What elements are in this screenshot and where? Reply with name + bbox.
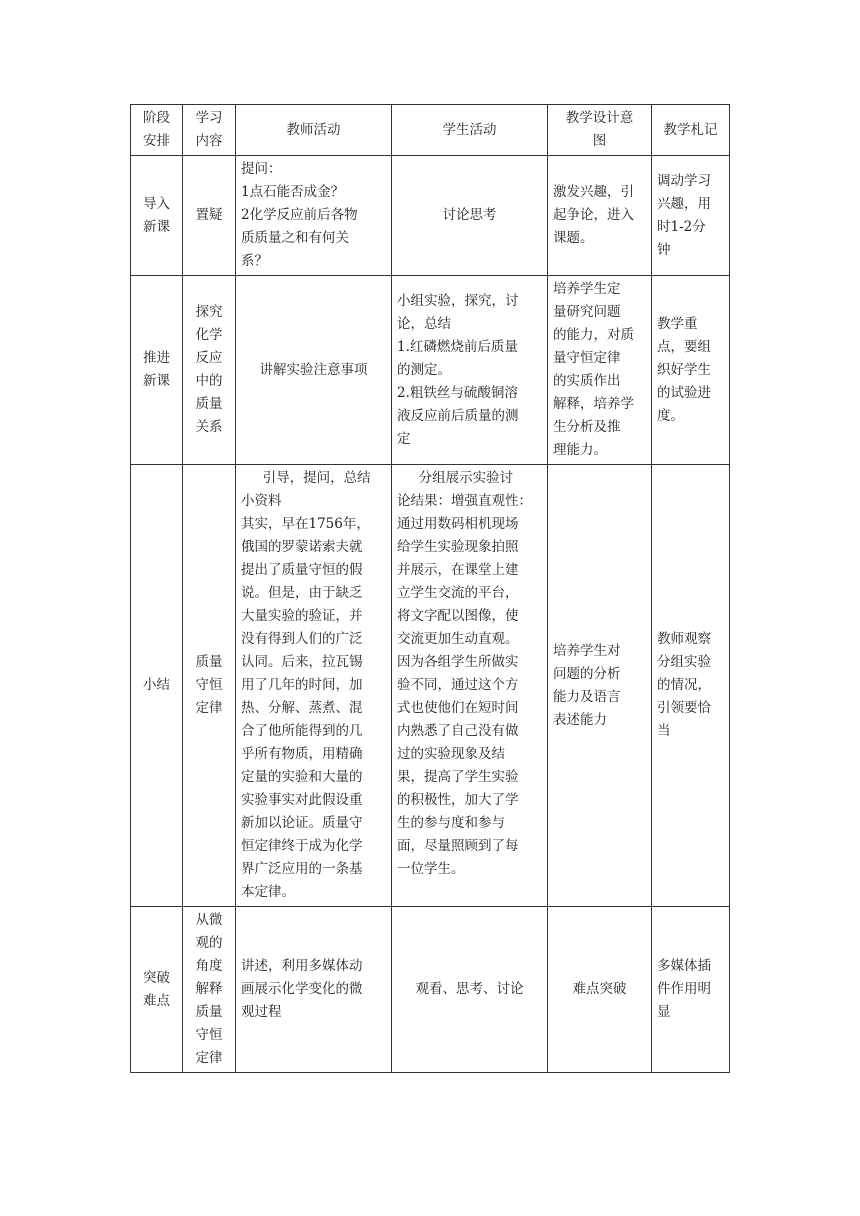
design-intent-cell: 激发兴趣，引 起争论，进入 课题。 (548, 156, 652, 276)
content-cell: 从微 观的 角度 解释 质量 守恒 定律 (183, 907, 236, 1073)
notes-cell: 调动学习 兴趣，用 时1-2分 钟 (652, 156, 730, 276)
notes-cell: 教师观察 分组实验 的情况， 引领要恰 当 (652, 465, 730, 907)
notes-cell: 多媒体插 件作用明 显 (652, 907, 730, 1073)
header-row (131, 105, 730, 156)
student-activity-cell: 讨论思考 (392, 156, 548, 276)
stage-cell: 突破 难点 (131, 907, 183, 1073)
header-student: 学生活动 (392, 105, 548, 156)
header-content: 学习 内容 (183, 105, 236, 156)
table-row (131, 276, 730, 465)
teacher-activity-cell: 提问： 1点石能否成金？ 2化学反应前后各物 质质量之和有何关 系？ (236, 156, 392, 276)
notes-cell: 教学重 点，要组 织好学生 的试验进 度。 (652, 276, 730, 465)
student-activity-cell: 分组展示实验讨 论结果：增强直观性： 通过用数码相机现场 给学生实验现象拍照 并展示，在课堂上建 立学生交流的平台， 将文字配以图像，使 交流更加生动直观。 因为各组学生所做实 验不同，通过这个方 式也使他们在短时间 内熟悉了自己没有做 过的实验现象及结 果，提高了学生实验 的积极性，加大了学 生的参与度和参与 面，尽量照顾到了每 一位学生。 (392, 465, 548, 907)
lesson-plan-table (130, 104, 730, 1073)
design-intent-cell: 培养学生定 量研究问题 的能力，对质 量守恒定律 的实质作出 解释，培养学 生分析及推 理能力。 (548, 276, 652, 465)
stage-cell: 推进 新课 (131, 276, 183, 465)
stage-cell: 小结 (131, 465, 183, 907)
table-row (131, 465, 730, 907)
student-activity-cell: 观看、思考、讨论 (392, 907, 548, 1073)
design-intent-cell: 难点突破 (548, 907, 652, 1073)
header-design: 教学设计意 图 (548, 105, 652, 156)
table-row (131, 907, 730, 1073)
content-cell: 探究 化学 反应 中的 质量 关系 (183, 276, 236, 465)
content-cell: 置疑 (183, 156, 236, 276)
table-row (131, 156, 730, 276)
teacher-activity-cell: 讲述，利用多媒体动 画展示化学变化的微 观过程 (236, 907, 392, 1073)
header-stage: 阶段 安排 (131, 105, 183, 156)
student-activity-cell: 小组实验，探究，讨 论，总结 1.红磷燃烧前后质量 的测定。 2.粗铁丝与硫酸铜溶 液反应前后质量的测 定 (392, 276, 548, 465)
header-notes: 教学札记 (652, 105, 730, 156)
design-intent-cell: 培养学生对 问题的分析 能力及语言 表述能力 (548, 465, 652, 907)
content-cell: 质量 守恒 定律 (183, 465, 236, 907)
header-teacher: 教师活动 (236, 105, 392, 156)
teacher-activity-cell: 讲解实验注意事项 (236, 276, 392, 465)
stage-cell: 导入 新课 (131, 156, 183, 276)
teacher-activity-cell: 引导，提问，总结 小资料 其实，早在1756年， 俄国的罗蒙诺索夫就 提出了质量守恒的假 说。但是，由于缺乏 大量实验的验证，并 没有得到人们的广泛 认同。后来，拉瓦锡 用了几年的时间，加 热、分解、蒸煮、混 合了他所能得到的几 乎所有物质，用精确 定量的实验和大量的 实验事实对此假设重 新加以论证。质量守 恒定律终于成为化学 界广泛应用的一条基 本定律。 (236, 465, 392, 907)
